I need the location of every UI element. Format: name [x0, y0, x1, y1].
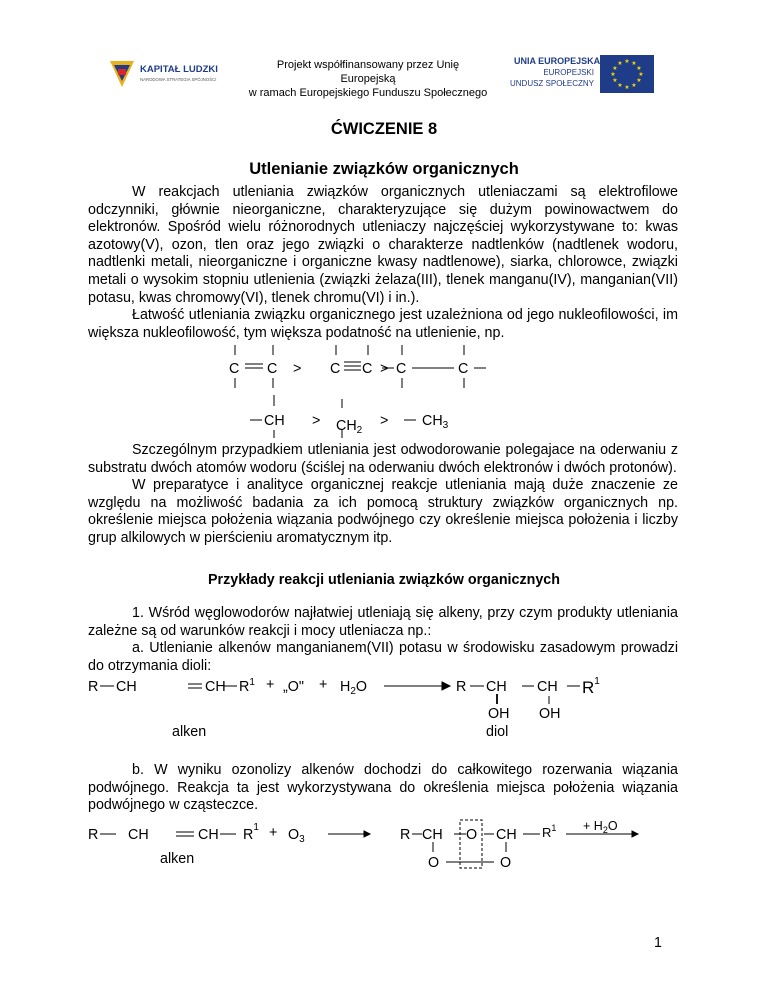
svg-text:R1 — [243, 822, 259, 843]
ozone-sub: 3 — [299, 834, 305, 845]
arrow-label-o: O — [607, 819, 618, 833]
ch-group: CH — [537, 679, 558, 695]
svg-text:★: ★ — [624, 85, 630, 91]
atom-c: C — [229, 361, 240, 377]
ch-group: CH — [496, 827, 517, 843]
svg-text:★: ★ — [638, 72, 644, 78]
plus-sign: + — [319, 677, 328, 693]
arrow-label-h: + H — [583, 819, 603, 833]
svg-text:★: ★ — [631, 61, 637, 67]
diol-reaction-scheme — [88, 672, 648, 744]
eu-line-3: FUNDUSZ SPOŁECZNY — [510, 79, 594, 88]
group-ch3: CH — [422, 413, 443, 429]
hydroxyl-group: OH — [539, 706, 561, 722]
svg-text:★: ★ — [610, 72, 616, 78]
bridge-oxygen: O — [466, 827, 478, 843]
superscript-1: 1 — [594, 676, 600, 687]
ozonolysis-scheme — [88, 816, 648, 876]
ring-oxygen: O — [428, 855, 440, 871]
svg-text:★: ★ — [617, 83, 623, 89]
svg-text:★: ★ — [612, 66, 618, 72]
plus-sign: + — [266, 677, 275, 693]
svg-text:★: ★ — [636, 78, 642, 84]
svg-text:+ H2O — [583, 819, 618, 835]
logo-left-title: KAPITAŁ LUDZKI — [140, 64, 218, 75]
label-alken: alken — [160, 851, 195, 867]
ch-group: CH — [128, 827, 149, 843]
section-title: Przykłady reakcji utleniania związków organicznych — [208, 572, 560, 588]
atom-c: C — [267, 361, 278, 377]
ch-group: CH — [116, 679, 137, 695]
item-1a: a. Utlenianie alkenów manganianem(VII) potasu w środowisku zasadowym prowadzi do otrzymania dioli: — [88, 640, 678, 674]
svg-text:★: ★ — [636, 66, 642, 72]
greater-sign: > — [293, 361, 302, 377]
ch-group: CH — [486, 679, 507, 695]
ring-oxygen: O — [500, 855, 512, 871]
eu-line-1: UNIA EUROPEJSKA — [514, 56, 601, 66]
svg-text:R1 — [582, 676, 600, 697]
r-group: R — [456, 679, 467, 695]
logo-left-subtitle: NARODOWA STRATEGIA SPÓJNOŚCI — [140, 77, 217, 82]
svg-text:R1 — [542, 823, 556, 840]
water-o: O — [355, 679, 368, 695]
svg-text:R1 — [239, 677, 255, 695]
page-number: 1 — [654, 935, 662, 951]
superscript-1: 1 — [551, 823, 557, 833]
paragraph-4: W preparatyce i analityce organicznej reakcje utleniania mają duże znaczenie ze względu na możliwość badania za ich pomocą struktury związków organicznych np. określenie miejsca położenia wiązania podwójnego czy określenie miejsca położenia i liczby grup alkilowych w pierścieniu aromatycznym itp. — [88, 477, 678, 546]
item-1b: b. W wyniku ozonolizy alkenów dochodzi do całkowitego rozerwania wiązania podwójnego. Reakcja ta jest wykorzystywana do określenia miejsca położenia wiązania podwójnego w cząsteczce. — [88, 762, 678, 814]
r1-group: R — [243, 827, 254, 843]
r1-group: R — [542, 825, 552, 840]
intro-paragraphs — [88, 184, 678, 342]
paragraph-3: Szczególnym przypadkiem utleniania jest odwodorowanie polegajace na oderwaniu z substratu dwóch atomów wodoru (ściślej na oderwaniu dwóch elektronów i dwóch protonów). — [88, 442, 678, 476]
svg-text:★: ★ — [631, 83, 637, 89]
atom-c: C — [458, 361, 469, 377]
superscript-1: 1 — [253, 822, 259, 833]
ch-group: CH — [205, 679, 226, 695]
atom-c: C — [330, 361, 341, 377]
ch-group: CH — [198, 827, 219, 843]
middle-paragraphs — [88, 442, 678, 548]
paragraph-1: W reakcjach utleniania związków organicznych utleniaczami są elektrofilowe odczynniki, głównie nieorganiczne, charakteryzujące się dużym powinowactwem do elektronów. Spośród wielu różnorodnych utleniaczy najczęściej wykorzystywane to: kwas azotowy(V), ozon, tlen oraz jego związki o charakterze nadtlenków (nadtlenek wodoru, nadtlenki metali, nieorganiczne i organiczne kwasy nadtlenowe), siarka, chlorowce, związki metali o wysokim stopniu utlenienia (związki żelaza(III), tlenek manganu(IV), manganian(VII) potasu, kwas chromowy(VI), tlenek chromu(VI) i in.). — [88, 184, 678, 306]
oxygen-atom: „O" — [283, 679, 304, 695]
hydroxyl-group: OH — [488, 706, 510, 722]
eu-line-2: EUROPEJSKI — [543, 68, 594, 77]
item-1b-text — [88, 762, 678, 815]
svg-text:H2O — [340, 679, 367, 697]
eu-logo — [510, 51, 658, 95]
water-h: H — [340, 679, 351, 695]
ch-group: CH — [422, 827, 443, 843]
label-diol: diol — [486, 724, 509, 740]
nucleophilicity-scheme — [218, 342, 508, 438]
svg-text:CH2 — [336, 418, 363, 436]
r1-group: R — [582, 678, 595, 697]
kapital-ludzki-logo — [108, 55, 226, 93]
group-ch2: CH — [336, 418, 357, 434]
r-group: R — [400, 827, 411, 843]
cofinance-text — [248, 58, 488, 100]
paragraph-2: Łatwość utleniania związku organicznego jest uzależniona od jego nukleofilowości, im większa nukleofilowość, tym większa podatność na utlenienie, np. — [88, 307, 678, 341]
superscript-1: 1 — [249, 677, 255, 688]
svg-text:★: ★ — [617, 61, 623, 67]
greater-sign: > — [380, 361, 389, 377]
eu-flag-icon — [600, 55, 654, 93]
greater-sign: > — [380, 413, 389, 429]
item-1: 1. Wśród węglowodorów najłatwiej utleniają się alkeny, przy czym produkty utleniania zależne są od warunków reakcji i mocy utleniacza np.: — [88, 605, 678, 639]
atom-c: C — [396, 361, 407, 377]
water-sub: 2 — [350, 686, 356, 697]
r-group: R — [88, 827, 99, 843]
svg-text:★: ★ — [624, 59, 630, 65]
item-1-text — [88, 605, 678, 675]
arrow-label-sub: 2 — [602, 825, 608, 835]
ozone-o: O — [288, 827, 300, 843]
greater-sign: > — [312, 413, 321, 429]
svg-text:O3 — [288, 827, 305, 845]
group-ch: CH — [264, 413, 285, 429]
plus-sign: + — [269, 825, 278, 841]
subscript-2: 2 — [356, 425, 363, 436]
cofinance-line-1: Projekt współfinansowany przez Unię Europejską — [276, 59, 460, 85]
atom-c: C — [362, 361, 373, 377]
label-alken: alken — [172, 724, 207, 740]
cofinance-line-2: w ramach Europejskiego Funduszu Społecznego — [248, 87, 488, 99]
subscript-3: 3 — [442, 420, 449, 431]
exercise-title: ĆWICZENIE 8 — [330, 120, 438, 138]
r-group: R — [88, 679, 99, 695]
r1-group: R — [239, 679, 250, 695]
svg-text:CH3 — [422, 413, 449, 431]
exercise-subtitle: Utlenianie związków organicznych — [249, 160, 519, 178]
svg-text:★: ★ — [612, 78, 618, 84]
